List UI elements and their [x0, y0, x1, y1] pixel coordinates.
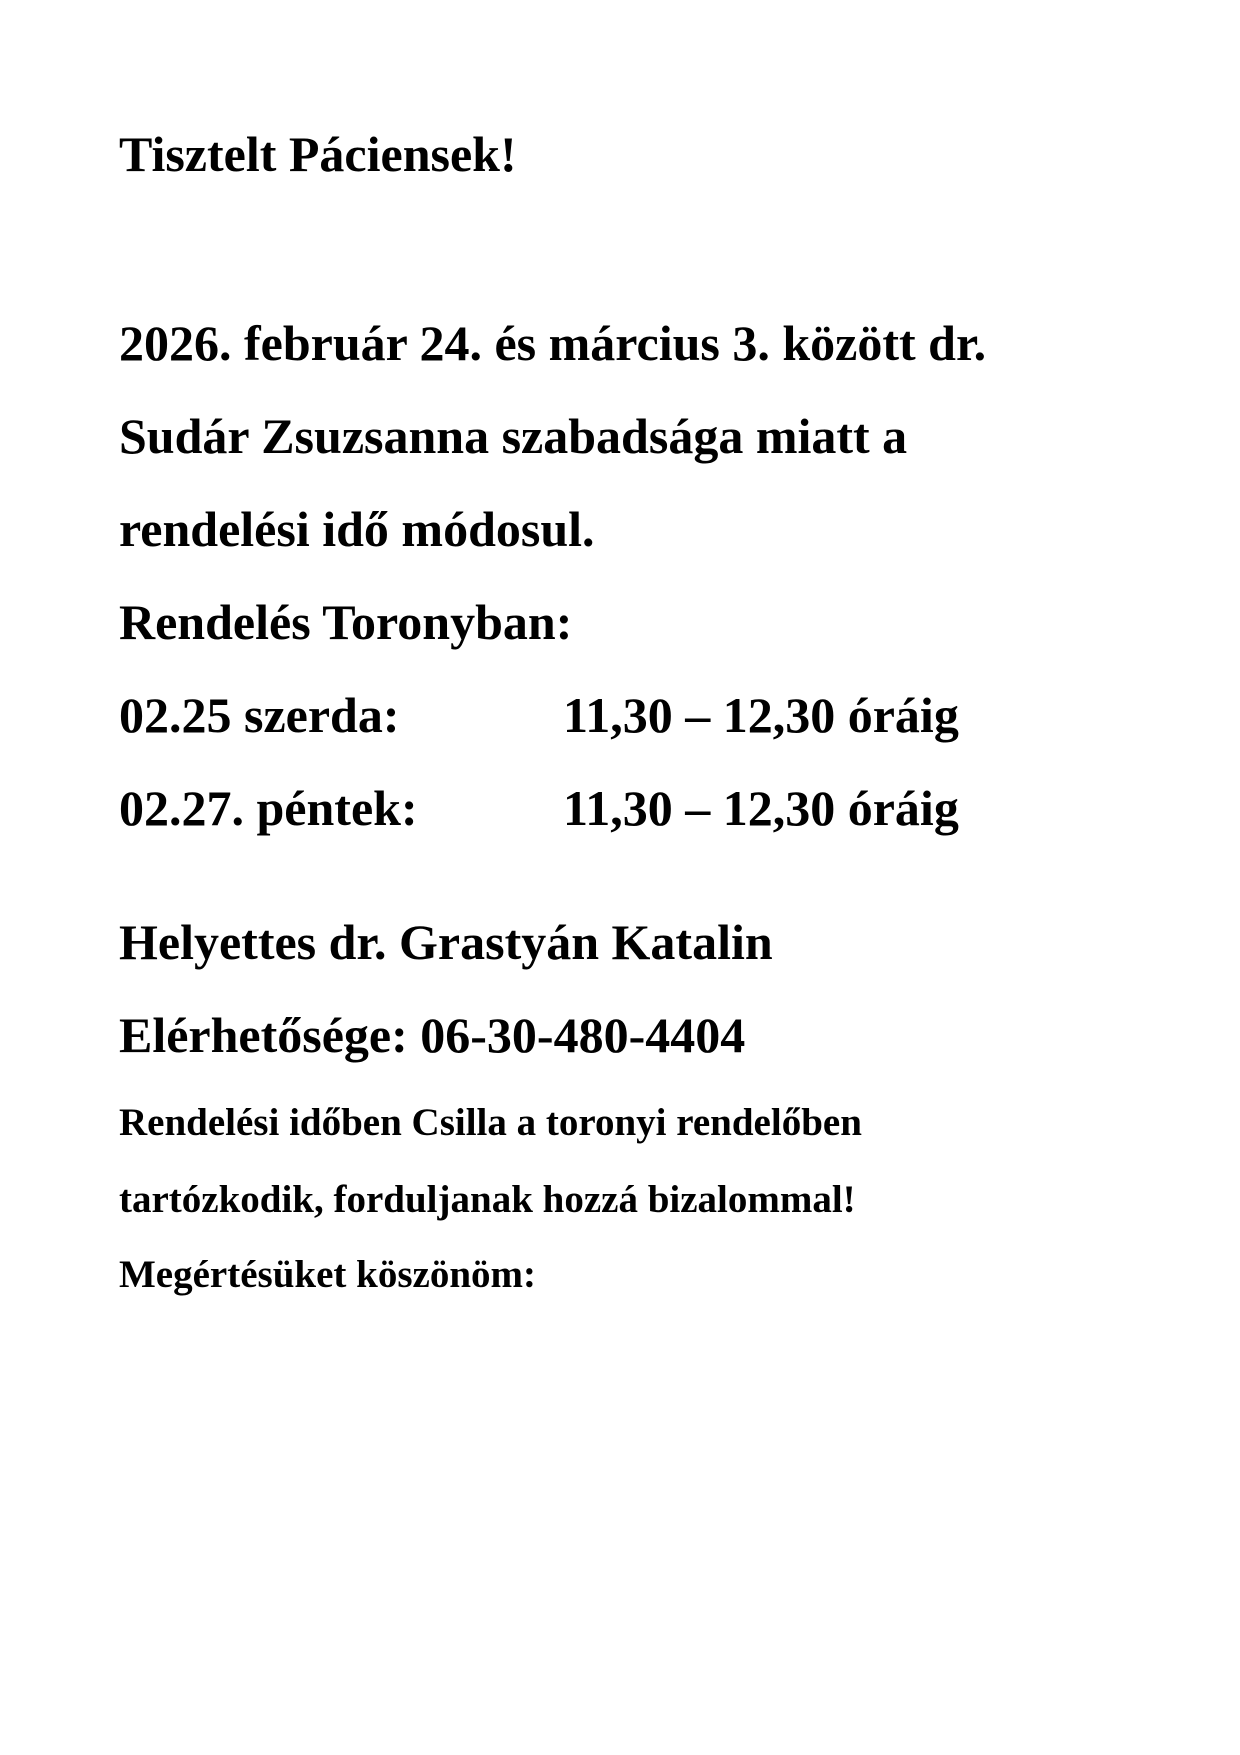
note-line-1: Rendelési időben Csilla a toronyi rendelőben: [119, 1101, 862, 1144]
schedule-day: 02.25 szerda:: [119, 687, 400, 743]
substitute-doctor: Helyettes dr. Grastyán Katalin: [119, 914, 773, 970]
schedule-time: 11,30 – 12,30 óráig: [563, 687, 959, 743]
contact-phone: Elérhetősége: 06-30-480-4404: [119, 1007, 746, 1063]
schedule-time: 11,30 – 12,30 óráig: [563, 780, 959, 836]
intro-line-2: Sudár Zsuzsanna szabadsága miatt a: [119, 408, 908, 464]
intro-line-1: 2026. február 24. és március 3. között dr.: [119, 315, 987, 371]
schedule-row-2: [119, 780, 1119, 836]
schedule-day: 02.27. péntek:: [119, 780, 418, 836]
location-heading: Rendelés Toronyban:: [119, 594, 573, 650]
closing-line: Megértésüket köszönöm:: [119, 1253, 536, 1296]
note-line-2: tartózkodik, forduljanak hozzá bizalommal!: [119, 1178, 856, 1221]
intro-line-3: rendelési idő módosul.: [119, 501, 595, 557]
schedule-row-1: [119, 687, 1119, 743]
greeting: Tisztelt Páciensek!: [119, 126, 517, 182]
